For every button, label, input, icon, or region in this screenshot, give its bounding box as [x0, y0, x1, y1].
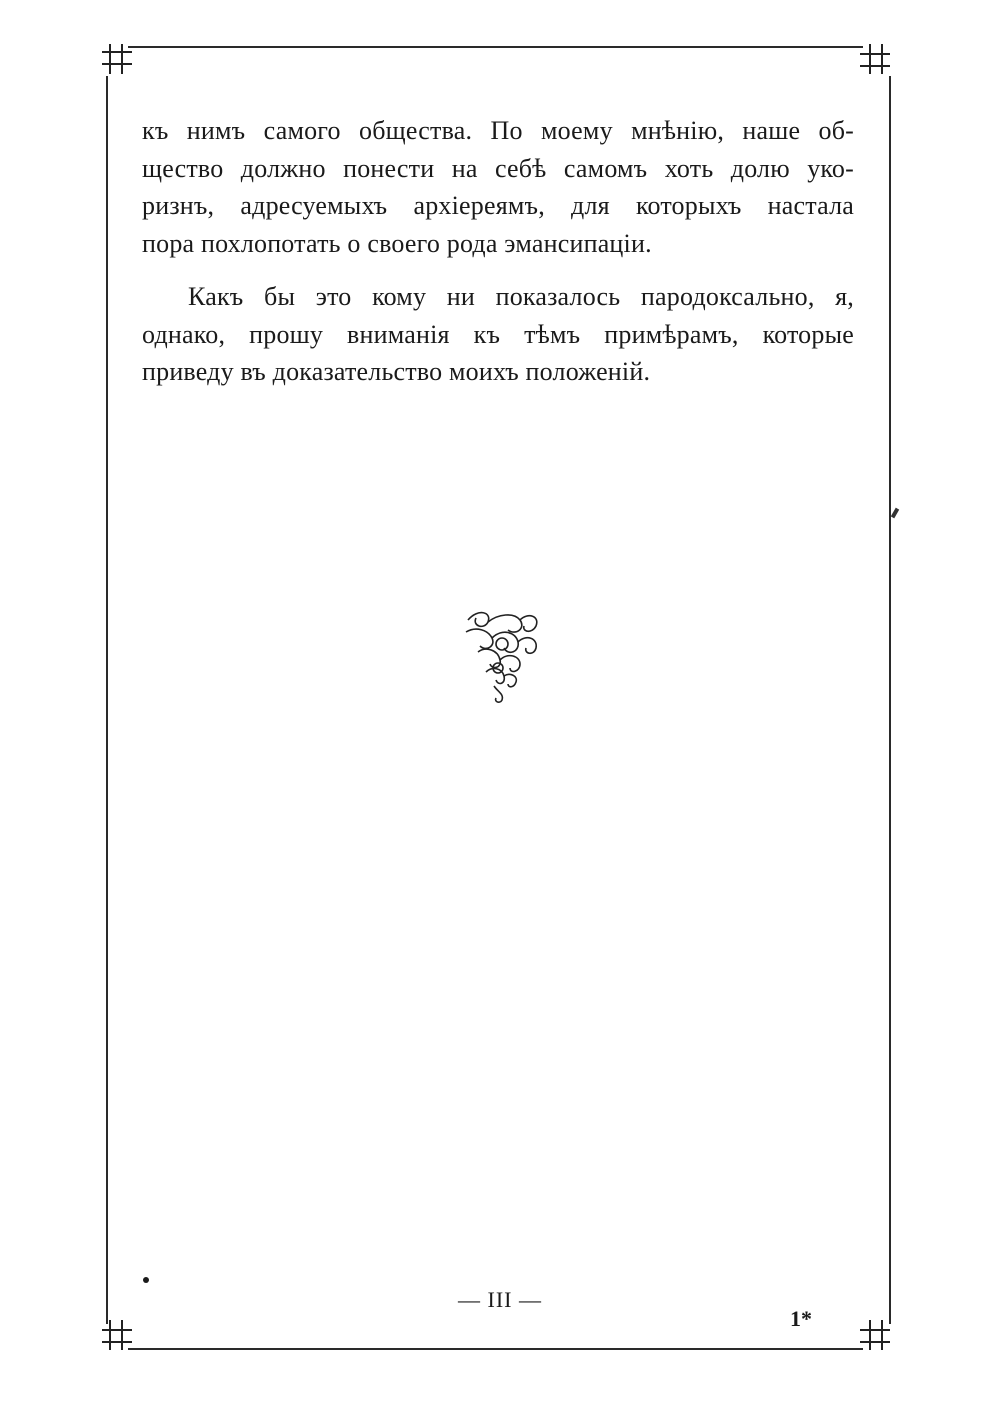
- corner-ornament-icon: [100, 42, 134, 76]
- ink-speck: [891, 508, 899, 519]
- text-line: пора похлопотать о своего рода эмансипаціи.: [142, 228, 652, 258]
- paragraph: [142, 278, 854, 391]
- body-text: [142, 112, 854, 391]
- frame-right-rule: [889, 76, 891, 1324]
- flourish-vignette-icon: [458, 606, 548, 706]
- signature-mark: 1*: [790, 1306, 812, 1331]
- text-line: ризнъ, адресуемыхъ архіереямъ, для которыхъ настала: [142, 191, 854, 220]
- text-line: щество должно понести на себѣ самомъ хоть долю уко-: [142, 153, 854, 183]
- corner-ornament-icon: [858, 42, 892, 76]
- text-line: приведу въ доказательство моихъ положеній.: [142, 357, 651, 386]
- frame-bottom-rule: [128, 1348, 863, 1350]
- text-line: однако, прошу вниманія къ тѣмъ примѣрамъ, которые: [142, 319, 854, 349]
- corner-ornament-icon: [858, 1318, 892, 1352]
- ink-dot: [143, 1277, 149, 1283]
- frame-top-rule: [128, 46, 863, 48]
- paragraph: [142, 112, 854, 262]
- frame-left-rule: [106, 76, 108, 1324]
- text-line: къ нимъ самого общества. По моему мнѣнію, наше об-: [142, 116, 854, 145]
- corner-ornament-icon: [100, 1318, 134, 1352]
- text-line: Какъ бы это кому ни показалось пародоксально, я,: [188, 282, 854, 311]
- page-number: — III —: [458, 1287, 542, 1312]
